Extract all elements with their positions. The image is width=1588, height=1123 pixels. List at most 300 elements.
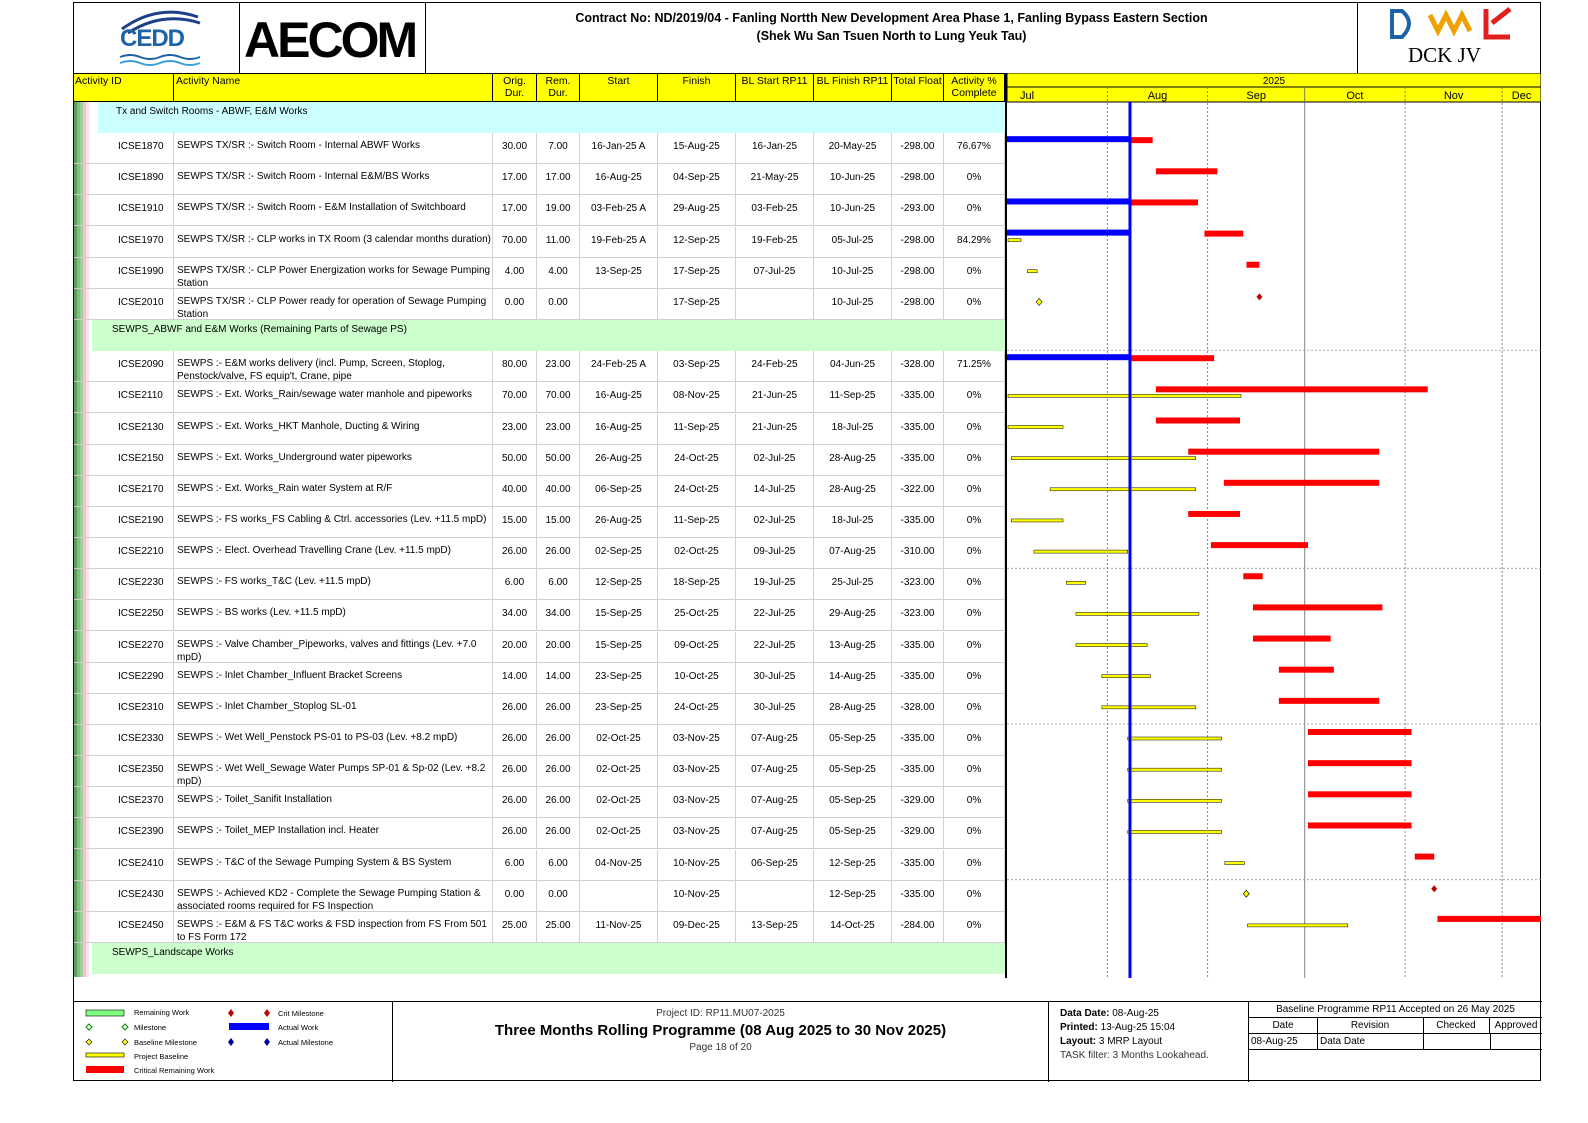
critical-remaining-bar bbox=[1437, 916, 1541, 922]
cell-orig-dur: 0.00 bbox=[493, 881, 537, 912]
cell-bl-start: 07-Aug-25 bbox=[736, 787, 814, 818]
cell-activity-id: ICSE2110 bbox=[100, 382, 174, 413]
col-activity-id: Activity ID bbox=[74, 74, 174, 102]
table-row[interactable] bbox=[74, 507, 1005, 538]
cell-bl-finish: 05-Sep-25 bbox=[814, 818, 892, 849]
cell-activity-name: SEWPS :- T&C of the Sewage Pumping System & BS System bbox=[174, 850, 493, 881]
cell-activity-name: SEWPS :- Toilet_MEP Installation incl. Heater bbox=[174, 818, 493, 849]
cell-orig-dur: 34.00 bbox=[493, 600, 537, 631]
cell-rem-dur: 0.00 bbox=[537, 289, 580, 320]
cell-finish: 24-Oct-25 bbox=[658, 694, 736, 725]
cell-pct-complete: 0% bbox=[944, 818, 1005, 849]
cell-orig-dur: 4.00 bbox=[493, 258, 537, 289]
cell-activity-name: SEWPS :- E&M works delivery (incl. Pump, Screen, Stoplog, Penstock/valve, FS equip't, Crane, pipe bbox=[174, 351, 493, 382]
cell-bl-start: 07-Aug-25 bbox=[736, 725, 814, 756]
cell-pct-complete: 0% bbox=[944, 850, 1005, 881]
cell-bl-start: 06-Sep-25 bbox=[736, 850, 814, 881]
critical-remaining-bar bbox=[1308, 791, 1412, 797]
cell-start: 12-Sep-25 bbox=[580, 569, 658, 600]
cell-bl-finish: 28-Aug-25 bbox=[814, 476, 892, 507]
cell-bl-finish: 25-Jul-25 bbox=[814, 569, 892, 600]
cell-finish: 17-Sep-25 bbox=[658, 258, 736, 289]
cell-bl-finish: 18-Jul-25 bbox=[814, 507, 892, 538]
cell-finish: 11-Sep-25 bbox=[658, 414, 736, 445]
cell-total-float: -335.00 bbox=[892, 632, 944, 663]
cell-total-float: -335.00 bbox=[892, 850, 944, 881]
cell-activity-id: ICSE2090 bbox=[100, 351, 174, 382]
crit-milestone-mark bbox=[1256, 293, 1262, 300]
cell-finish: 10-Nov-25 bbox=[658, 881, 736, 912]
legend-baseline-label: Project Baseline bbox=[134, 1052, 189, 1061]
cell-orig-dur: 23.00 bbox=[493, 414, 537, 445]
cell-bl-finish: 04-Jun-25 bbox=[814, 351, 892, 382]
table-row[interactable] bbox=[74, 258, 1005, 289]
cell-orig-dur: 26.00 bbox=[493, 538, 537, 569]
wbs-group-label: SEWPS_ABWF and E&M Works (Remaining Parts of Sewage PS) bbox=[112, 324, 407, 335]
critical-remaining-bar bbox=[1253, 604, 1382, 610]
critical-remaining-bar bbox=[1204, 231, 1243, 237]
legend-baseline-milestone-label: Baseline Milestone bbox=[134, 1038, 197, 1047]
cell-pct-complete: 0% bbox=[944, 382, 1005, 413]
cell-total-float: -335.00 bbox=[892, 445, 944, 476]
cell-pct-complete: 0% bbox=[944, 289, 1005, 320]
critical-remaining-bar bbox=[1130, 355, 1214, 361]
table-row[interactable] bbox=[74, 787, 1005, 818]
cell-total-float: -323.00 bbox=[892, 569, 944, 600]
table-row[interactable] bbox=[74, 818, 1005, 849]
crit-milestone-mark bbox=[1431, 885, 1437, 892]
cell-total-float: -329.00 bbox=[892, 787, 944, 818]
cell-total-float: -293.00 bbox=[892, 195, 944, 226]
cell-rem-dur: 26.00 bbox=[537, 756, 580, 787]
col-start: Start bbox=[580, 74, 658, 102]
cell-activity-name: SEWPS :- BS works (Lev. +11.5 mpD) bbox=[174, 600, 493, 631]
cell-total-float: -335.00 bbox=[892, 507, 944, 538]
column-header-row bbox=[74, 73, 1005, 102]
cell-bl-finish: 20-May-25 bbox=[814, 133, 892, 164]
cell-bl-finish: 18-Jul-25 bbox=[814, 414, 892, 445]
cell-rem-dur: 23.00 bbox=[537, 414, 580, 445]
cell-pct-complete: 0% bbox=[944, 538, 1005, 569]
cell-finish: 04-Sep-25 bbox=[658, 164, 736, 195]
cell-activity-id: ICSE2430 bbox=[100, 881, 174, 912]
cell-total-float: -298.00 bbox=[892, 164, 944, 195]
cell-bl-finish: 14-Aug-25 bbox=[814, 663, 892, 694]
contract-title-line2: (Shek Wu San Tsuen North to Lung Yeuk Tau) bbox=[756, 29, 1027, 43]
cell-bl-finish: 12-Sep-25 bbox=[814, 850, 892, 881]
col-orig-dur: Orig. Dur. bbox=[493, 74, 537, 102]
cell-activity-name: SEWPS :- Wet Well_Penstock PS-01 to PS-03 (Lev. +8.2 mpD) bbox=[174, 725, 493, 756]
cell-pct-complete: 71.25% bbox=[944, 351, 1005, 382]
cell-finish: 17-Sep-25 bbox=[658, 289, 736, 320]
cell-bl-start: 19-Jul-25 bbox=[736, 569, 814, 600]
table-row[interactable] bbox=[74, 164, 1005, 195]
baseline-bar bbox=[1027, 270, 1037, 273]
cell-start: 16-Aug-25 bbox=[580, 164, 658, 195]
cell-pct-complete: 0% bbox=[944, 787, 1005, 818]
table-row[interactable] bbox=[74, 569, 1005, 600]
cell-bl-start: 21-Jun-25 bbox=[736, 414, 814, 445]
table-row[interactable] bbox=[74, 414, 1005, 445]
rev-row-date: 08-Aug-25 bbox=[1251, 1036, 1298, 1047]
cell-orig-dur: 6.00 bbox=[493, 569, 537, 600]
cell-total-float: -328.00 bbox=[892, 694, 944, 725]
table-row[interactable] bbox=[74, 756, 1005, 787]
table-row[interactable] bbox=[74, 476, 1005, 507]
legend-milestone-icon bbox=[122, 1024, 128, 1030]
cell-start: 02-Oct-25 bbox=[580, 725, 658, 756]
cell-orig-dur: 26.00 bbox=[493, 756, 537, 787]
cell-activity-name: SEWPS :- FS works_T&C (Lev. +11.5 mpD) bbox=[174, 569, 493, 600]
cell-activity-name: SEWPS TX/SR :- Switch Room - E&M Installation of Switchboard bbox=[174, 195, 493, 226]
cell-bl-start: 07-Aug-25 bbox=[736, 818, 814, 849]
cell-bl-finish: 10-Jun-25 bbox=[814, 164, 892, 195]
legend-actual-milestone-icon bbox=[264, 1038, 270, 1046]
cell-orig-dur: 26.00 bbox=[493, 694, 537, 725]
cell-activity-name: SEWPS :- FS works_FS Cabling & Ctrl. accessories (Lev. +11.5 mpD) bbox=[174, 507, 493, 538]
wbs-group-band[interactable] bbox=[92, 320, 1005, 351]
cell-start: 26-Aug-25 bbox=[580, 507, 658, 538]
cell-finish: 29-Aug-25 bbox=[658, 195, 736, 226]
critical-remaining-bar bbox=[1243, 573, 1262, 579]
rev-header-revision: Revision bbox=[1317, 1018, 1424, 1033]
cell-finish: 25-Oct-25 bbox=[658, 600, 736, 631]
cell-bl-start: 30-Jul-25 bbox=[736, 694, 814, 725]
baseline-milestone-mark bbox=[1036, 298, 1042, 305]
critical-remaining-bar bbox=[1156, 418, 1240, 424]
cell-rem-dur: 11.00 bbox=[537, 227, 580, 258]
table-row[interactable] bbox=[74, 850, 1005, 881]
table-row[interactable] bbox=[74, 725, 1005, 756]
cell-orig-dur: 6.00 bbox=[493, 850, 537, 881]
cell-finish: 03-Nov-25 bbox=[658, 787, 736, 818]
table-row[interactable] bbox=[74, 351, 1005, 382]
actual-work-bar bbox=[1007, 198, 1130, 204]
cell-activity-name: SEWPS :- E&M & FS T&C works & FSD inspection from FS From 501 to FS Form 172 bbox=[174, 912, 493, 943]
cell-pct-complete: 84.29% bbox=[944, 227, 1005, 258]
cell-bl-start: 13-Sep-25 bbox=[736, 912, 814, 943]
cell-start: 02-Oct-25 bbox=[580, 756, 658, 787]
dck-jv-logo bbox=[1358, 3, 1542, 73]
cell-finish: 03-Nov-25 bbox=[658, 756, 736, 787]
cell-activity-name: SEWPS TX/SR :- Switch Room - Internal E&M/BS Works bbox=[174, 164, 493, 195]
cell-pct-complete: 76.67% bbox=[944, 133, 1005, 164]
cell-finish: 10-Oct-25 bbox=[658, 663, 736, 694]
cell-total-float: -335.00 bbox=[892, 663, 944, 694]
cell-start: 23-Sep-25 bbox=[580, 694, 658, 725]
cell-activity-name: SEWPS TX/SR :- Switch Room - Internal ABWF Works bbox=[174, 133, 493, 164]
cell-rem-dur: 0.00 bbox=[537, 881, 580, 912]
cell-start bbox=[580, 881, 658, 912]
cell-start: 15-Sep-25 bbox=[580, 632, 658, 663]
legend-actual-label: Actual Work bbox=[278, 1023, 319, 1032]
printed-value: 13-Aug-25 15:04 bbox=[1100, 1022, 1176, 1033]
cell-finish: 08-Nov-25 bbox=[658, 382, 736, 413]
wbs-group-band[interactable] bbox=[92, 943, 1005, 974]
month-label: Sep bbox=[1246, 90, 1266, 102]
cell-pct-complete: 0% bbox=[944, 725, 1005, 756]
layout-label: Layout: bbox=[1060, 1036, 1097, 1047]
cell-rem-dur: 40.00 bbox=[537, 476, 580, 507]
cell-start: 04-Nov-25 bbox=[580, 850, 658, 881]
cell-orig-dur: 40.00 bbox=[493, 476, 537, 507]
cell-orig-dur: 14.00 bbox=[493, 663, 537, 694]
month-label: Oct bbox=[1346, 90, 1364, 102]
critical-remaining-bar bbox=[1156, 168, 1217, 174]
task-filter: TASK filter: 3 Months Lookahead. bbox=[1060, 1050, 1209, 1061]
cell-bl-start: 24-Feb-25 bbox=[736, 351, 814, 382]
baseline-bar bbox=[1128, 830, 1222, 833]
table-row[interactable] bbox=[74, 133, 1005, 164]
cell-orig-dur: 17.00 bbox=[493, 164, 537, 195]
cell-activity-id: ICSE2150 bbox=[100, 445, 174, 476]
cell-pct-complete: 0% bbox=[944, 195, 1005, 226]
cell-start: 24-Feb-25 A bbox=[580, 351, 658, 382]
legend-milestone-icon bbox=[86, 1024, 92, 1030]
cell-bl-finish: 10-Jul-25 bbox=[814, 289, 892, 320]
cell-orig-dur: 70.00 bbox=[493, 227, 537, 258]
table-row[interactable] bbox=[74, 445, 1005, 476]
cell-bl-finish: 14-Oct-25 bbox=[814, 912, 892, 943]
cell-pct-complete: 0% bbox=[944, 445, 1005, 476]
cell-orig-dur: 25.00 bbox=[493, 912, 537, 943]
actual-work-bar bbox=[1007, 136, 1130, 142]
cell-activity-id: ICSE2330 bbox=[100, 725, 174, 756]
cell-orig-dur: 26.00 bbox=[493, 725, 537, 756]
cell-total-float: -298.00 bbox=[892, 133, 944, 164]
cell-activity-id: ICSE2310 bbox=[100, 694, 174, 725]
cell-activity-name: SEWPS :- Wet Well_Sewage Water Pumps SP-01 & Sp-02 (Lev. +8.2 mpD) bbox=[174, 756, 493, 787]
legend-critical-swatch bbox=[86, 1066, 124, 1073]
cell-rem-dur: 26.00 bbox=[537, 818, 580, 849]
table-row[interactable] bbox=[74, 663, 1005, 694]
cell-orig-dur: 26.00 bbox=[493, 787, 537, 818]
cell-bl-start bbox=[736, 289, 814, 320]
page-number: Page 18 of 20 bbox=[689, 1042, 752, 1053]
cell-finish: 15-Aug-25 bbox=[658, 133, 736, 164]
cell-total-float: -298.00 bbox=[892, 227, 944, 258]
cell-start: 16-Aug-25 bbox=[580, 414, 658, 445]
critical-remaining-bar bbox=[1415, 854, 1434, 860]
cell-pct-complete: 0% bbox=[944, 632, 1005, 663]
baseline-bar bbox=[1008, 426, 1063, 429]
baseline-bar bbox=[1128, 799, 1222, 802]
baseline-bar bbox=[1076, 612, 1199, 615]
cell-rem-dur: 34.00 bbox=[537, 600, 580, 631]
baseline-bar bbox=[1128, 768, 1222, 771]
legend-remaining-label: Remaining Work bbox=[134, 1008, 190, 1017]
cell-rem-dur: 15.00 bbox=[537, 507, 580, 538]
wbs-group-band[interactable] bbox=[98, 102, 1005, 133]
table-row[interactable] bbox=[74, 382, 1005, 413]
aecom-logo-text: AECOM bbox=[244, 12, 416, 68]
cell-activity-id: ICSE2290 bbox=[100, 663, 174, 694]
cell-orig-dur: 15.00 bbox=[493, 507, 537, 538]
critical-remaining-bar bbox=[1130, 137, 1153, 143]
gantt-svg bbox=[1007, 73, 1541, 978]
cell-bl-finish: 13-Aug-25 bbox=[814, 632, 892, 663]
rev-header-approved: Approved bbox=[1494, 1020, 1538, 1031]
cell-activity-id: ICSE2130 bbox=[100, 414, 174, 445]
cell-finish: 09-Dec-25 bbox=[658, 912, 736, 943]
table-row[interactable] bbox=[74, 600, 1005, 631]
cell-activity-name: SEWPS :- Ext. Works_HKT Manhole, Ducting & Wiring bbox=[174, 414, 493, 445]
cell-activity-name: SEWPS :- Toilet_Sanifit Installation bbox=[174, 787, 493, 818]
cell-activity-name: SEWPS :- Inlet Chamber_Influent Bracket Screens bbox=[174, 663, 493, 694]
legend-actual-swatch bbox=[229, 1023, 269, 1030]
table-row[interactable] bbox=[74, 694, 1005, 725]
cell-orig-dur: 30.00 bbox=[493, 133, 537, 164]
cedd-logo-text: CEDD bbox=[120, 25, 185, 52]
footer bbox=[74, 1001, 1542, 1082]
critical-remaining-bar bbox=[1279, 698, 1379, 704]
critical-remaining-bar bbox=[1253, 636, 1331, 642]
cell-pct-complete: 0% bbox=[944, 881, 1005, 912]
wbs-group-label: Tx and Switch Rooms - ABWF, E&M Works bbox=[116, 106, 308, 117]
cell-pct-complete: 0% bbox=[944, 756, 1005, 787]
cell-bl-finish: 05-Sep-25 bbox=[814, 787, 892, 818]
data-date-line bbox=[1060, 1007, 1248, 1021]
table-row[interactable] bbox=[74, 227, 1005, 258]
table-row[interactable] bbox=[74, 195, 1005, 226]
cell-total-float: -323.00 bbox=[892, 600, 944, 631]
cell-start: 13-Sep-25 bbox=[580, 258, 658, 289]
table-row[interactable] bbox=[74, 881, 1005, 912]
rev-row-checked bbox=[1423, 1034, 1491, 1049]
cell-activity-id: ICSE2390 bbox=[100, 818, 174, 849]
legend-crit-milestone-icon bbox=[264, 1009, 270, 1017]
cell-activity-id: ICSE2170 bbox=[100, 476, 174, 507]
col-bl-finish: BL Finish RP11 bbox=[814, 74, 892, 102]
col-pct-complete: Activity % Complete bbox=[944, 74, 1005, 102]
baseline-bar bbox=[1102, 706, 1196, 709]
baseline-bar bbox=[1247, 924, 1347, 927]
cell-activity-name: SEWPS :- Valve Chamber_Pipeworks, valves and fittings (Lev. +7.0 mpD) bbox=[174, 632, 493, 663]
cell-rem-dur: 6.00 bbox=[537, 569, 580, 600]
cell-rem-dur: 6.00 bbox=[537, 850, 580, 881]
table-row[interactable] bbox=[74, 289, 1005, 320]
printed-line bbox=[1060, 1021, 1248, 1035]
cell-activity-name: SEWPS :- Elect. Overhead Travelling Crane (Lev. +11.5 mpD) bbox=[174, 538, 493, 569]
cell-activity-id: ICSE2350 bbox=[100, 756, 174, 787]
table-row[interactable] bbox=[74, 538, 1005, 569]
cell-rem-dur: 17.00 bbox=[537, 164, 580, 195]
cell-finish: 12-Sep-25 bbox=[658, 227, 736, 258]
cell-bl-finish: 12-Sep-25 bbox=[814, 881, 892, 912]
legend-baseline-milestone-icon bbox=[122, 1039, 128, 1045]
cell-finish: 03-Nov-25 bbox=[658, 818, 736, 849]
critical-remaining-bar bbox=[1308, 760, 1412, 766]
cell-activity-id: ICSE2450 bbox=[100, 912, 174, 943]
programme-title: Three Months Rolling Programme (08 Aug 2025 to 30 Nov 2025) bbox=[494, 1022, 947, 1039]
aecom-logo bbox=[240, 3, 426, 73]
cell-start: 26-Aug-25 bbox=[580, 445, 658, 476]
cell-bl-start: 03-Feb-25 bbox=[736, 195, 814, 226]
cell-activity-name: SEWPS :- Achieved KD2 - Complete the Sewage Pumping Station & associated rooms required for FS Inspection bbox=[174, 881, 493, 912]
legend-critical-label: Critical Remaining Work bbox=[134, 1066, 215, 1075]
baseline-bar bbox=[1011, 519, 1063, 522]
cell-bl-start: 07-Aug-25 bbox=[736, 756, 814, 787]
cell-pct-complete: 0% bbox=[944, 569, 1005, 600]
cell-start: 02-Oct-25 bbox=[580, 787, 658, 818]
cell-orig-dur: 17.00 bbox=[493, 195, 537, 226]
cell-activity-id: ICSE1970 bbox=[100, 227, 174, 258]
cell-rem-dur: 7.00 bbox=[537, 133, 580, 164]
cell-rem-dur: 26.00 bbox=[537, 694, 580, 725]
cell-pct-complete: 0% bbox=[944, 507, 1005, 538]
baseline-bar bbox=[1034, 550, 1128, 553]
actual-work-bar bbox=[1007, 354, 1130, 360]
cell-bl-start: 30-Jul-25 bbox=[736, 663, 814, 694]
cell-bl-start: 21-Jun-25 bbox=[736, 382, 814, 413]
col-rem-dur: Rem. Dur. bbox=[537, 74, 580, 102]
critical-remaining-bar bbox=[1308, 729, 1412, 735]
month-label: Nov bbox=[1443, 90, 1464, 102]
table-row[interactable] bbox=[74, 632, 1005, 663]
cell-rem-dur: 26.00 bbox=[537, 538, 580, 569]
cell-pct-complete: 0% bbox=[944, 164, 1005, 195]
cell-start: 16-Jan-25 A bbox=[580, 133, 658, 164]
legend-crit-milestone-label: Crit Milestone bbox=[278, 1009, 324, 1018]
cell-total-float: -335.00 bbox=[892, 414, 944, 445]
cell-rem-dur: 4.00 bbox=[537, 258, 580, 289]
critical-remaining-bar bbox=[1224, 480, 1379, 486]
cell-rem-dur: 26.00 bbox=[537, 725, 580, 756]
cell-finish: 18-Sep-25 bbox=[658, 569, 736, 600]
cell-rem-dur: 20.00 bbox=[537, 632, 580, 663]
cell-rem-dur: 70.00 bbox=[537, 382, 580, 413]
cell-rem-dur: 14.00 bbox=[537, 663, 580, 694]
data-date-label: Data Date: bbox=[1060, 1008, 1110, 1019]
cell-start: 03-Feb-25 A bbox=[580, 195, 658, 226]
cedd-water-icon bbox=[118, 53, 208, 69]
cell-bl-start: 02-Jul-25 bbox=[736, 507, 814, 538]
cell-activity-name: SEWPS :- Inlet Chamber_Stoplog SL-01 bbox=[174, 694, 493, 725]
cell-orig-dur: 70.00 bbox=[493, 382, 537, 413]
rev-row-revision: Data Date bbox=[1317, 1034, 1424, 1049]
cell-bl-start: 21-May-25 bbox=[736, 164, 814, 195]
cell-start: 19-Feb-25 A bbox=[580, 227, 658, 258]
legend-remaining-swatch bbox=[86, 1010, 124, 1016]
cell-activity-name: SEWPS :- Ext. Works_Rain water System at R/F bbox=[174, 476, 493, 507]
cell-total-float: -322.00 bbox=[892, 476, 944, 507]
contract-title-line1: Contract No: ND/2019/04 - Fanling Nortth New Development Area Phase 1, Fanling Bypass Eastern Section bbox=[575, 11, 1208, 25]
critical-remaining-bar bbox=[1156, 386, 1428, 392]
actual-work-bar bbox=[1007, 230, 1130, 236]
cell-total-float: -335.00 bbox=[892, 881, 944, 912]
baseline-bar bbox=[1008, 239, 1021, 242]
cell-total-float: -298.00 bbox=[892, 289, 944, 320]
cell-start bbox=[580, 289, 658, 320]
cell-bl-start bbox=[736, 881, 814, 912]
revision-header-row bbox=[1249, 1018, 1542, 1034]
table-row[interactable] bbox=[74, 912, 1005, 943]
cell-activity-name: SEWPS TX/SR :- CLP Power ready for operation of Sewage Pumping Station bbox=[174, 289, 493, 320]
legend-baseline-swatch bbox=[86, 1053, 124, 1057]
printed-label: Printed: bbox=[1060, 1022, 1098, 1033]
timescale-year-label: 2025 bbox=[1262, 76, 1286, 87]
cell-start: 11-Nov-25 bbox=[580, 912, 658, 943]
cell-total-float: -335.00 bbox=[892, 725, 944, 756]
cell-bl-start: 16-Jan-25 bbox=[736, 133, 814, 164]
cell-finish: 24-Oct-25 bbox=[658, 476, 736, 507]
gantt-chart bbox=[1005, 73, 1541, 978]
month-label: Dec bbox=[1511, 90, 1532, 102]
legend-box bbox=[74, 1002, 392, 1082]
col-bl-start: BL Start RP11 bbox=[736, 74, 814, 102]
legend-symbols bbox=[74, 1002, 392, 1082]
cell-total-float: -329.00 bbox=[892, 818, 944, 849]
